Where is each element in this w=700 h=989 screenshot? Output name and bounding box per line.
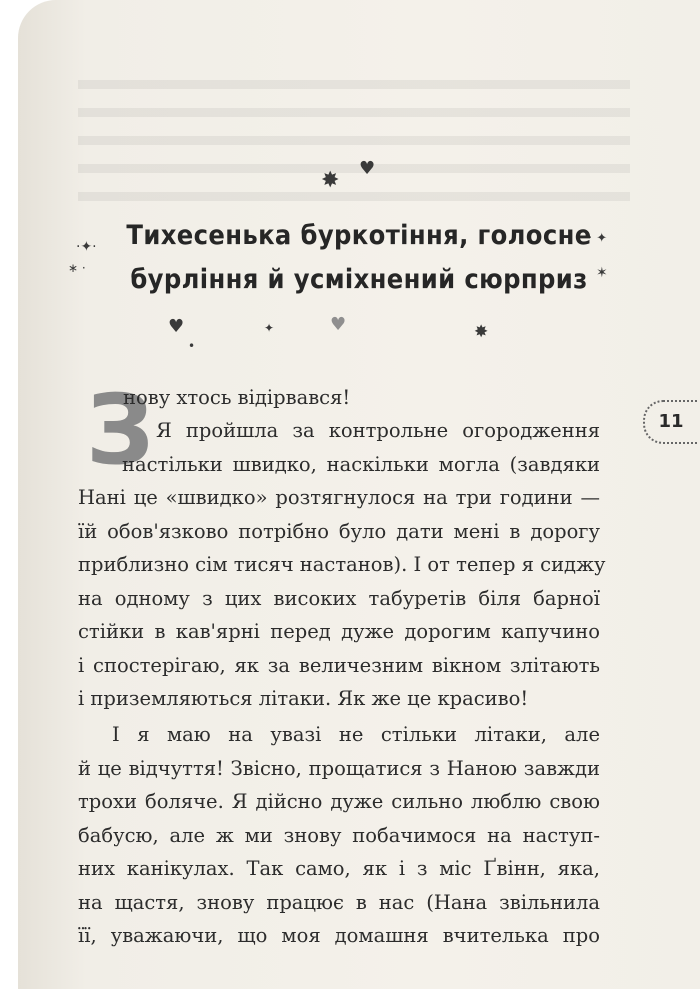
heart-icon: ♥	[168, 316, 185, 337]
sparkle-dots-icon: ·✦·	[76, 239, 97, 255]
text-line: і спостерігаю, як за величезним вікном злітають	[78, 653, 600, 677]
text-line: й це відчуття! Звісно, прощатися з Наною завжди	[78, 756, 600, 780]
heart-icon: ♥	[359, 158, 376, 179]
paragraph-1-body	[78, 481, 606, 716]
show-through-text	[78, 80, 630, 220]
text-line: нову хтось відірвався!	[123, 386, 351, 409]
sparkle-dots-icon: ✶	[596, 265, 608, 281]
star-icon: ✸	[474, 322, 489, 342]
text-line: трохи боляче. Я дійсно дуже сильно люблю свою	[78, 790, 600, 813]
sparkle-dots-icon: ∗ ·	[68, 261, 86, 275]
text-line: Я пройшла за контрольне огородження	[156, 419, 600, 442]
star-icon: ✸	[321, 168, 340, 193]
dot-icon: •	[188, 339, 196, 353]
drop-cap: З	[86, 374, 155, 486]
book-page	[18, 0, 700, 989]
sparkle-dots-icon: · ✦	[588, 231, 608, 246]
star-icon: ✦	[264, 321, 275, 335]
paragraph-1-top	[123, 381, 600, 415]
chapter-title-line-2: бурління й усміхнений сюрприз	[130, 264, 588, 295]
text-line: настільки швидко, наскільки могла (завдяки	[122, 452, 600, 476]
heart-icon: ♥	[330, 314, 347, 335]
chapter-title-line-1: Тихесенька буркотіння, голосне	[126, 220, 592, 251]
page-number: 11	[643, 400, 697, 444]
text-line: стійки в кав'ярні перед дуже дорогим капучино	[78, 620, 600, 643]
text-line: їй обов'язково потрібно було дати мені в дорогу	[78, 519, 600, 543]
text-line: на одному з цих високих табуретів біля барної	[78, 586, 600, 610]
text-line: приблизно сім тисяч настанов). І от тепер я сиджу	[78, 553, 606, 576]
text-line: І я маю на увазі не стільки літаки, але	[112, 723, 600, 746]
text-line: і приземляються літаки. Як же це красиво!	[78, 687, 529, 710]
text-line: Нані це «швидко» розтягнулося на три години —	[78, 486, 600, 509]
paragraph-2	[78, 718, 600, 953]
text-line: на щастя, знову працює в нас (Нана звільнила	[78, 890, 600, 914]
text-line: її, уважаючи, що моя домашня вчителька про	[78, 924, 600, 947]
text-line: бабусю, але ж ми знову побачимося на наступ-	[78, 823, 600, 847]
paragraph-1-wrap	[122, 414, 600, 481]
text-line: них канікулах. Так само, як і з міс Ґвінн, яка,	[78, 857, 600, 880]
